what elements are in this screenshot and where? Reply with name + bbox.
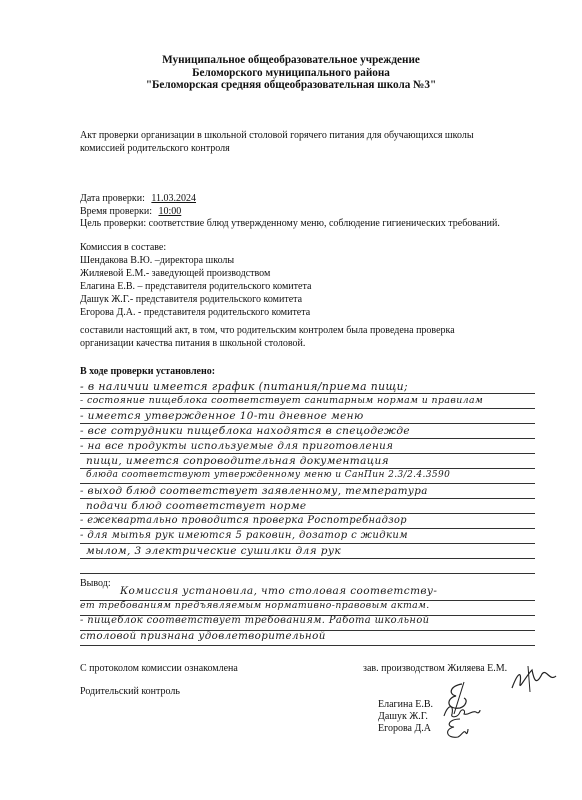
ruled-line <box>80 558 535 559</box>
commission-member: Жиляевой Е.М.- заведующей производством <box>80 268 271 279</box>
handwritten-conclusion: ет требованиям предъявляемым нормативно-правовым актам. <box>80 600 430 611</box>
handwritten-conclusion: - пищеблок соответствует требованиям. Работа школьной <box>80 615 430 626</box>
head-of-production: зав. производством Жиляева Е.М. <box>363 663 508 674</box>
commission-member: Егорова Д.А. - представителя родительского комитета <box>80 307 311 318</box>
handwritten-finding: - ежеквартально проводится проверка Роспотребнадзор <box>80 515 407 526</box>
handwritten-finding: - состояние пищеблока соответствует санитарным нормам и правилам <box>80 395 484 406</box>
findings-title: В ходе проверки установлено: <box>80 366 216 377</box>
acquainted-text: С протоколом комиссии ознакомлена <box>80 663 238 674</box>
ruled-line <box>80 543 535 544</box>
header-line-1: Муниципальное общеобразовательное учреждение <box>162 54 420 66</box>
handwritten-finding: - имеется утвержденное 10-ти дневное меню <box>80 410 364 422</box>
check-date-value: 11.03.2024 <box>151 193 197 204</box>
act-title-line-1: Акт проверки организации в школьной столовой горячего питания для обучающихся школы <box>80 130 474 141</box>
signature-zhilyaeva <box>508 662 560 696</box>
parent-control-label: Родительский контроль <box>80 686 180 697</box>
ruled-line <box>80 438 535 439</box>
ruled-line <box>80 423 535 424</box>
handwritten-finding: пищи, имеется сопроводительная документация <box>86 455 390 467</box>
ruled-line <box>80 483 535 484</box>
commission-title: Комиссия в составе: <box>80 242 167 253</box>
handwritten-finding: - в наличии имеется график (питания/приема пищи; <box>80 380 409 393</box>
signer-name: Дашук Ж.Г. <box>378 711 428 722</box>
school-header <box>0 54 582 92</box>
ruled-line <box>80 513 535 514</box>
handwritten-finding: подачи блюд соответствует норме <box>86 500 307 512</box>
check-goal: Цель проверки: соответствие блюд утвержденному меню, соблюдение гигиенических требований. <box>80 218 500 229</box>
check-date <box>80 193 196 205</box>
ruled-line <box>80 528 535 529</box>
signer-name: Егорова Д.А <box>378 723 432 734</box>
check-time-value: 10:00 <box>158 206 182 217</box>
handwritten-conclusion: столовой признана удовлетворительной <box>80 630 326 642</box>
commission-member: Дашук Ж.Г.- представителя родительского комитета <box>80 294 303 305</box>
conclusion-label: Вывод: <box>80 578 111 589</box>
handwritten-conclusion: Комиссия установила, что столовая соответству- <box>120 585 438 597</box>
handwritten-finding: мылом, 3 электрические сушилки для рук <box>86 545 342 557</box>
header-line-2: Беломорского муниципального района <box>192 66 390 79</box>
act-title-line-2: комиссией родительского контроля <box>80 143 230 154</box>
commission-member: Елагина Е.В. – представителя родительского комитета <box>80 281 312 292</box>
statement-line-1: составили настоящий акт, в том, что родительским контролем была проведена проверка <box>80 325 455 336</box>
signer-name: Елагина Е.В. <box>378 699 434 710</box>
handwritten-finding: - все сотрудники пищеблока находятся в спецодежде <box>80 425 411 437</box>
ruled-line <box>80 408 535 409</box>
statement-line-2: организации качества питания в школьной столовой. <box>80 338 306 349</box>
header-line-3: "Беломорская средняя общеобразовательная школа №3" <box>145 79 437 91</box>
check-date-label: Дата проверки: <box>80 193 145 204</box>
ruled-line <box>80 498 535 499</box>
commission-member: Шендакова В.Ю. –директора школы <box>80 255 235 266</box>
ruled-line <box>80 468 535 469</box>
handwritten-finding: - для мытья рук имеются 5 раковин, дозатор с жидким <box>80 530 408 541</box>
ruled-line <box>80 645 535 646</box>
handwritten-finding: блюда соответствуют утвержденному меню и СанПин 2.3/2.4.3590 <box>86 470 451 480</box>
signature-egorova <box>440 715 470 741</box>
ruled-line <box>80 573 535 574</box>
handwritten-finding: - выход блюд соответствует заявленному, температура <box>80 485 428 497</box>
ruled-line <box>80 393 535 394</box>
ruled-line <box>80 453 535 454</box>
check-time <box>80 206 181 218</box>
check-time-label: Время проверки: <box>80 206 152 217</box>
handwritten-finding: - на все продукты используемые для приготовления <box>80 440 394 452</box>
